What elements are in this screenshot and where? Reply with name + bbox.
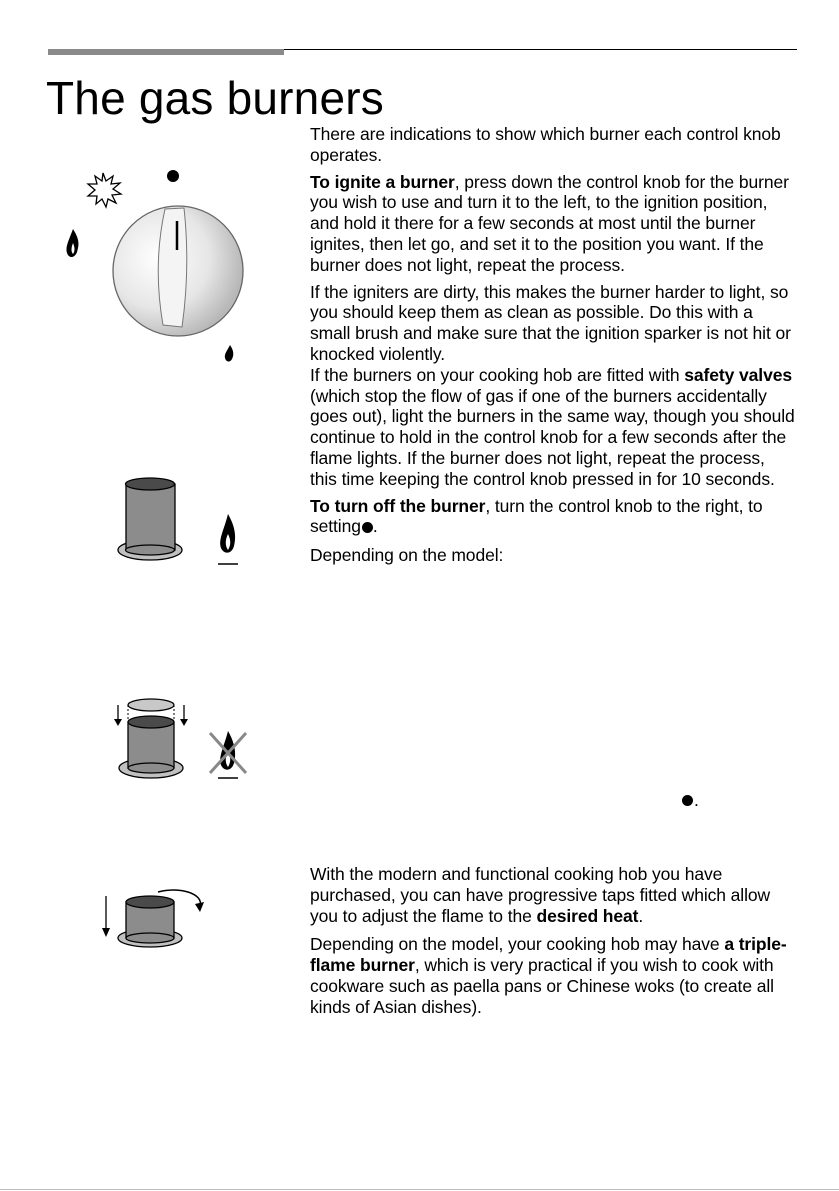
knob-cap [128,716,174,728]
text-column [310,124,796,566]
knob-cap [126,478,175,490]
off-dot-period: . [694,790,699,810]
knob-body [128,722,174,768]
knob-pressed-figure [112,693,252,793]
triple-flame-bold: a triple-flame burner [310,934,787,976]
knob-grip [158,208,186,327]
turn-off-heading: To turn off the burner [310,495,486,516]
ignite-heading: To ignite a burner [310,171,455,192]
page-bottom-edge [0,1189,839,1190]
turn-off-text: , turn the control knob to the right, to setting [310,495,763,537]
small-flame-icon [225,345,234,362]
off-dot-icon [167,170,179,182]
ignite-text: , press down the control knob for the burner you wish to use and turn it to the left, to the ignition position, and hold it there for a few seconds at most until the burner ignites, then let go, and set it to the position you want. If the burner does not light, repeat the process. [310,171,789,275]
spark-icon [88,173,121,207]
knob-cap-raised [128,699,174,711]
paragraph-turn-off [310,496,796,538]
text-column-lower [310,864,796,1018]
triple-text-before: Depending on the model, your cooking hob may have [310,934,725,955]
paragraph-safety-valves [310,365,796,490]
taps-text-before: With the modern and functional cooking hob you have purchased, you can have progressive taps fitted which allow you to adjust the flame to the [310,864,771,926]
knob-lit-figure [112,476,252,586]
taps-text-after: . [638,905,644,926]
page-title: The gas burners [46,72,384,124]
off-dot-icon [362,522,373,533]
paragraph-depending: Depending on the model: [310,545,504,566]
paragraph-ignite [310,172,796,276]
paragraph-progressive-taps [310,864,796,926]
turn-off-period: . [372,516,378,537]
crossed-flame-icon [210,731,246,778]
header-bar [48,49,284,55]
paragraph-triple-flame [310,934,796,1017]
safety-text-after: (which stop the flow of gas if one of the burners accidentally goes out), light the burners in the same way, though you should continue to hold in the control knob for a few seconds after the flame lights. If the burner does not light, repeat the process, this time keeping the control knob pressed in for 10 seconds. [310,385,795,489]
off-dot-icon [682,795,693,806]
paragraph-igniters: If the igniters are dirty, this makes the burner harder to light, so you should keep them as clean as possible. Do this with a small brush and make sure that the ignition sparker is not hit or knocked violently. [310,281,791,364]
down-arrow-icon [114,719,122,726]
safety-valves-bold: safety valves [684,364,792,385]
triple-text-after: , which is very practical if you wish to cook with cookware such as paella pans or Chinese woks (to create all kinds of Asian dishes). [310,955,774,1017]
paragraph-indications: There are indications to show which burner each control knob operates. [310,124,781,165]
safety-text-before: If the burners on your cooking hob are fitted with [310,364,685,385]
knob-cap [126,896,174,908]
knob-rotate-figure [100,880,220,960]
knob-body [126,484,175,550]
control-knob-figure [60,165,240,375]
flame-icon [218,514,238,564]
desired-heat-bold: desired heat [536,905,639,926]
down-arrow-icon [102,928,110,937]
